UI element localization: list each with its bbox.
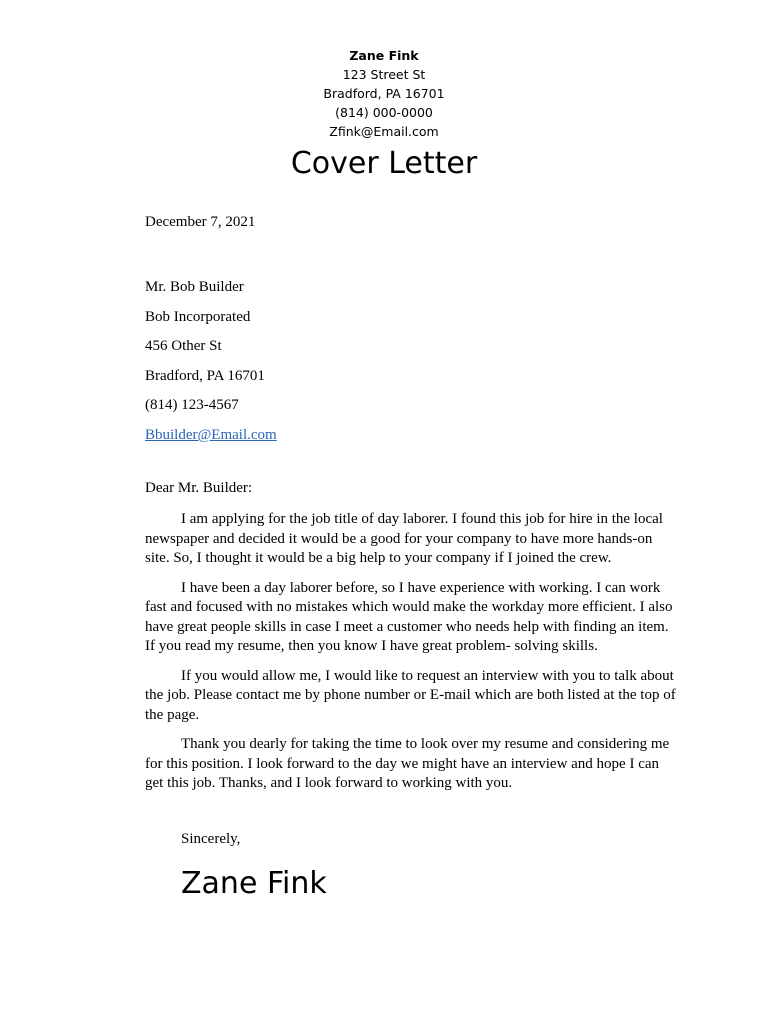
recipient-city: Bradford, PA 16701 <box>145 367 265 384</box>
salutation: Dear Mr. Builder: <box>145 480 253 496</box>
sender-city: Bradford, PA 16701 <box>323 86 445 101</box>
recipient-email-link[interactable]: Bbuilder@Email.com <box>145 426 277 443</box>
letter-date: December 7, 2021 <box>145 214 256 230</box>
body-paragraph: If you would allow me, I would like to request an interview with you to talk about the job. Please contact me by phone number or E-mail which are both listed at the top of the page. <box>145 667 676 723</box>
document-title: Cover Letter <box>290 146 478 181</box>
body-paragraph: I have been a day laborer before, so I have experience with working. I can work fast and focused with no mistakes which would make the workday more efficient. I also have great people skills in case I meet a customer who needs help with finding an item. If you read my resume, then you know I have great problem- solving skills. <box>145 579 673 654</box>
sender-email: Zfink@Email.com <box>329 124 439 139</box>
signature: Zane Fink <box>181 866 327 901</box>
sender-header <box>0 46 768 141</box>
closing: Sincerely, <box>181 831 241 847</box>
sender-phone: (814) 000-0000 <box>335 105 433 120</box>
recipient-company: Bob Incorporated <box>145 308 251 325</box>
recipient-name: Mr. Bob Builder <box>145 279 244 295</box>
letter-body <box>145 510 680 804</box>
sender-street: 123 Street St <box>342 67 426 82</box>
recipient-block <box>145 273 277 451</box>
recipient-phone: (814) 123-4567 <box>145 397 239 414</box>
recipient-street: 456 Other St <box>145 338 222 355</box>
body-paragraph: I am applying for the job title of day laborer. I found this job for hire in the local newspaper and decided it would be a good for your company to have more hands-on site. So, I thought it would be a big help to your company if I joined the crew. <box>145 511 663 566</box>
body-paragraph: Thank you dearly for taking the time to look over my resume and considering me for this position. I look forward to the day we might have an interview and hope I can get this job. Thanks, and I look forward to working with you. <box>145 736 670 791</box>
sender-name: Zane Fink <box>349 48 419 63</box>
